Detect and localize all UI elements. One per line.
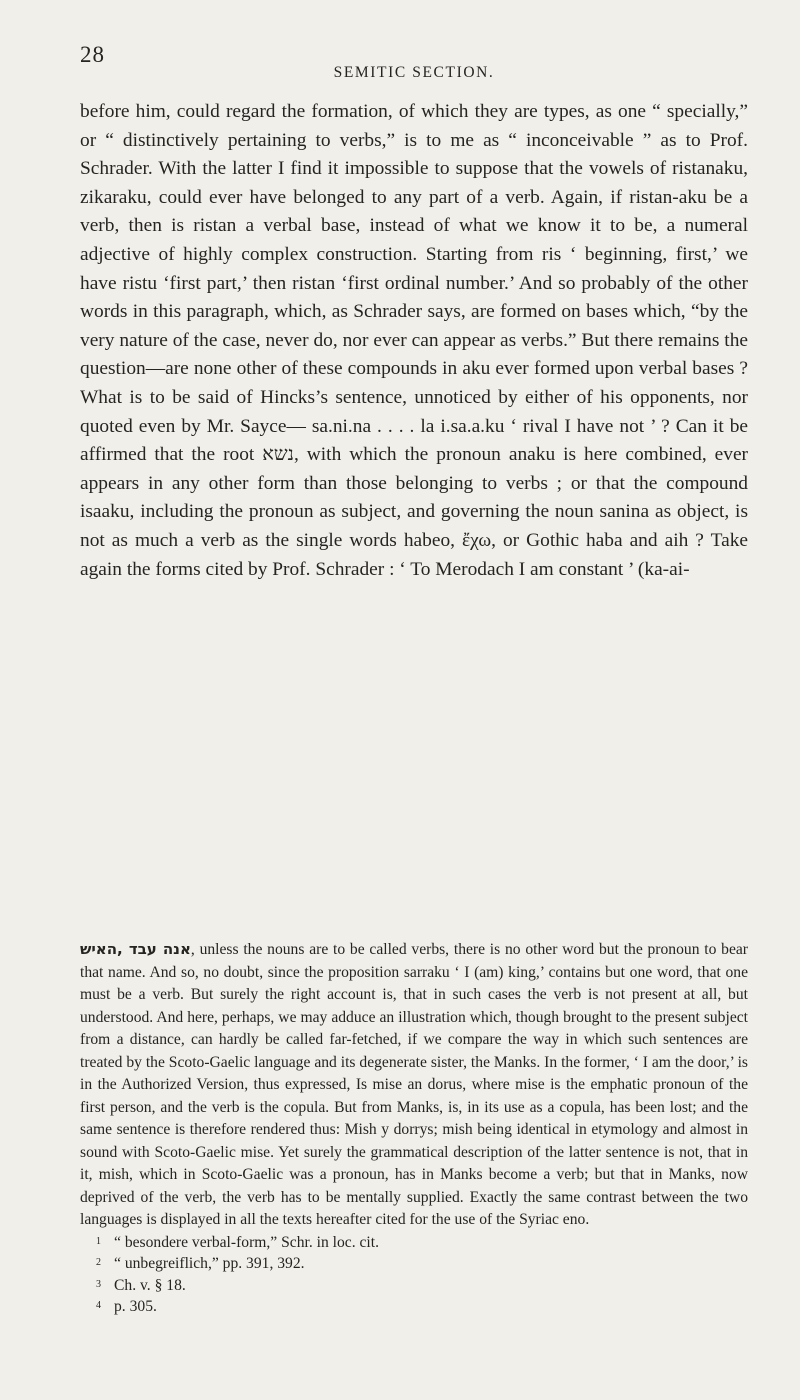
- footnote-mark: 2: [96, 1257, 101, 1269]
- page-number: 28: [80, 42, 105, 67]
- footnote-2: [80, 1253, 748, 1275]
- footnote-block: [80, 938, 748, 1318]
- footnote-text: Ch. v. § 18.: [114, 1276, 186, 1294]
- main-text: [80, 98, 748, 584]
- running-header: SEMITIC SECTION.: [333, 64, 495, 81]
- footnote-4: [80, 1296, 748, 1318]
- footnote-text: “ besondere verbal-form,” Schr. in loc. cit.: [114, 1233, 379, 1251]
- footnote-continuation-text: , unless the nouns are to be called verbs, there is no other word but the pronoun to bear that name. And so, no doubt, since the proposition sarraku ‘ I (am) king,’ contains but one word, that one must be a verb. But surely the right account is, that in such cases the verb is not present at all, but understood. And here, perhaps, we may adduce an illustration which, though brought to the present subject from a distance, can hardly be called far-fetched, if we compare the way in which such sentences are treated by the Scoto-Gaelic language and its degenerate sister, the Manks. In the former, ‘ I am the door,’ is in the Authorized Version, thus expressed, Is mise an dorus, where mise is the emphatic pronoun of the first person, and the verb is the copula. But from Manks, is, in its use as a copula, has been lost; and the same sentence is therefore rendered thus: Mish y dorrys; mish being identical in etymology and almost in sound with Scoto-Gaelic mise. Yet surely the grammatical description of the latter sentence is not, that in it, mish, which in Scoto-Gaelic was a pronoun, has in Manks become a verb; but that in Manks, now deprived of the verb, the verb has to be mentally supplied. Exactly the same contrast between the two languages is displayed in all the texts hereafter cited for the use of the Syriac eno.: [80, 941, 749, 1228]
- footnote-text: “ unbegreiflich,” pp. 391, 392.: [114, 1255, 305, 1273]
- footnote-mark: 4: [96, 1300, 101, 1312]
- hebrew-phrase: אנה עבד ,האיש: [80, 940, 191, 958]
- footnote-mark: 3: [96, 1278, 101, 1290]
- footnote-1: [80, 1232, 748, 1254]
- footnote-text: p. 305.: [114, 1298, 157, 1316]
- footnote-mark: 1: [96, 1235, 101, 1247]
- footnote-continuation: [80, 938, 748, 1232]
- footnote-list: [80, 1232, 748, 1318]
- paragraph: before him, could regard the formation, of which they are types, as one “ specially,” or “ distinctively pertaining to verbs,” is to me as “ inconceivable ” as to Prof. Schrader. With the latter I find it impossible to suppose that the vowels of ristanaku, zikaraku, could ever have belonged to any part of a verb. Again, if ristan-aku be a verb, then is ristan a verbal base, instead of what we know it to be, a numeral adjective of highly complex construction. Starting from ris ‘ beginning, first,’ we have ristu ‘first part,’ then ristan ‘first ordinal number.’ And so probably of the other words in this paragraph, which, as Schrader says, are formed on bases which, “by the very nature of the case, never do, nor ever can appear as verbs.” But there remains the question—are none other of these compounds in aku ever formed upon verbal bases ? What is to be said of Hincks’s sentence, unnoticed by either of his opponents, nor quoted even by Mr. Sayce— sa.ni.na . . . . la i.sa.a.ku ‘ rival I have not ’ ? Can it be affirmed that the root נשא, with which the pronoun anaku is here combined, ever appears in any other form than those belonging to verbs ; or that the compound isaaku, including the pronoun as subject, and governing the noun sanina as object, is not as much a verb as the single words habeo, ἔχω, or Gothic haba and aih ? Take again the forms cited by Prof. Schrader : ‘ To Merodach I am constant ’ (ka-ai-: [80, 101, 749, 580]
- footnote-3: [80, 1275, 748, 1297]
